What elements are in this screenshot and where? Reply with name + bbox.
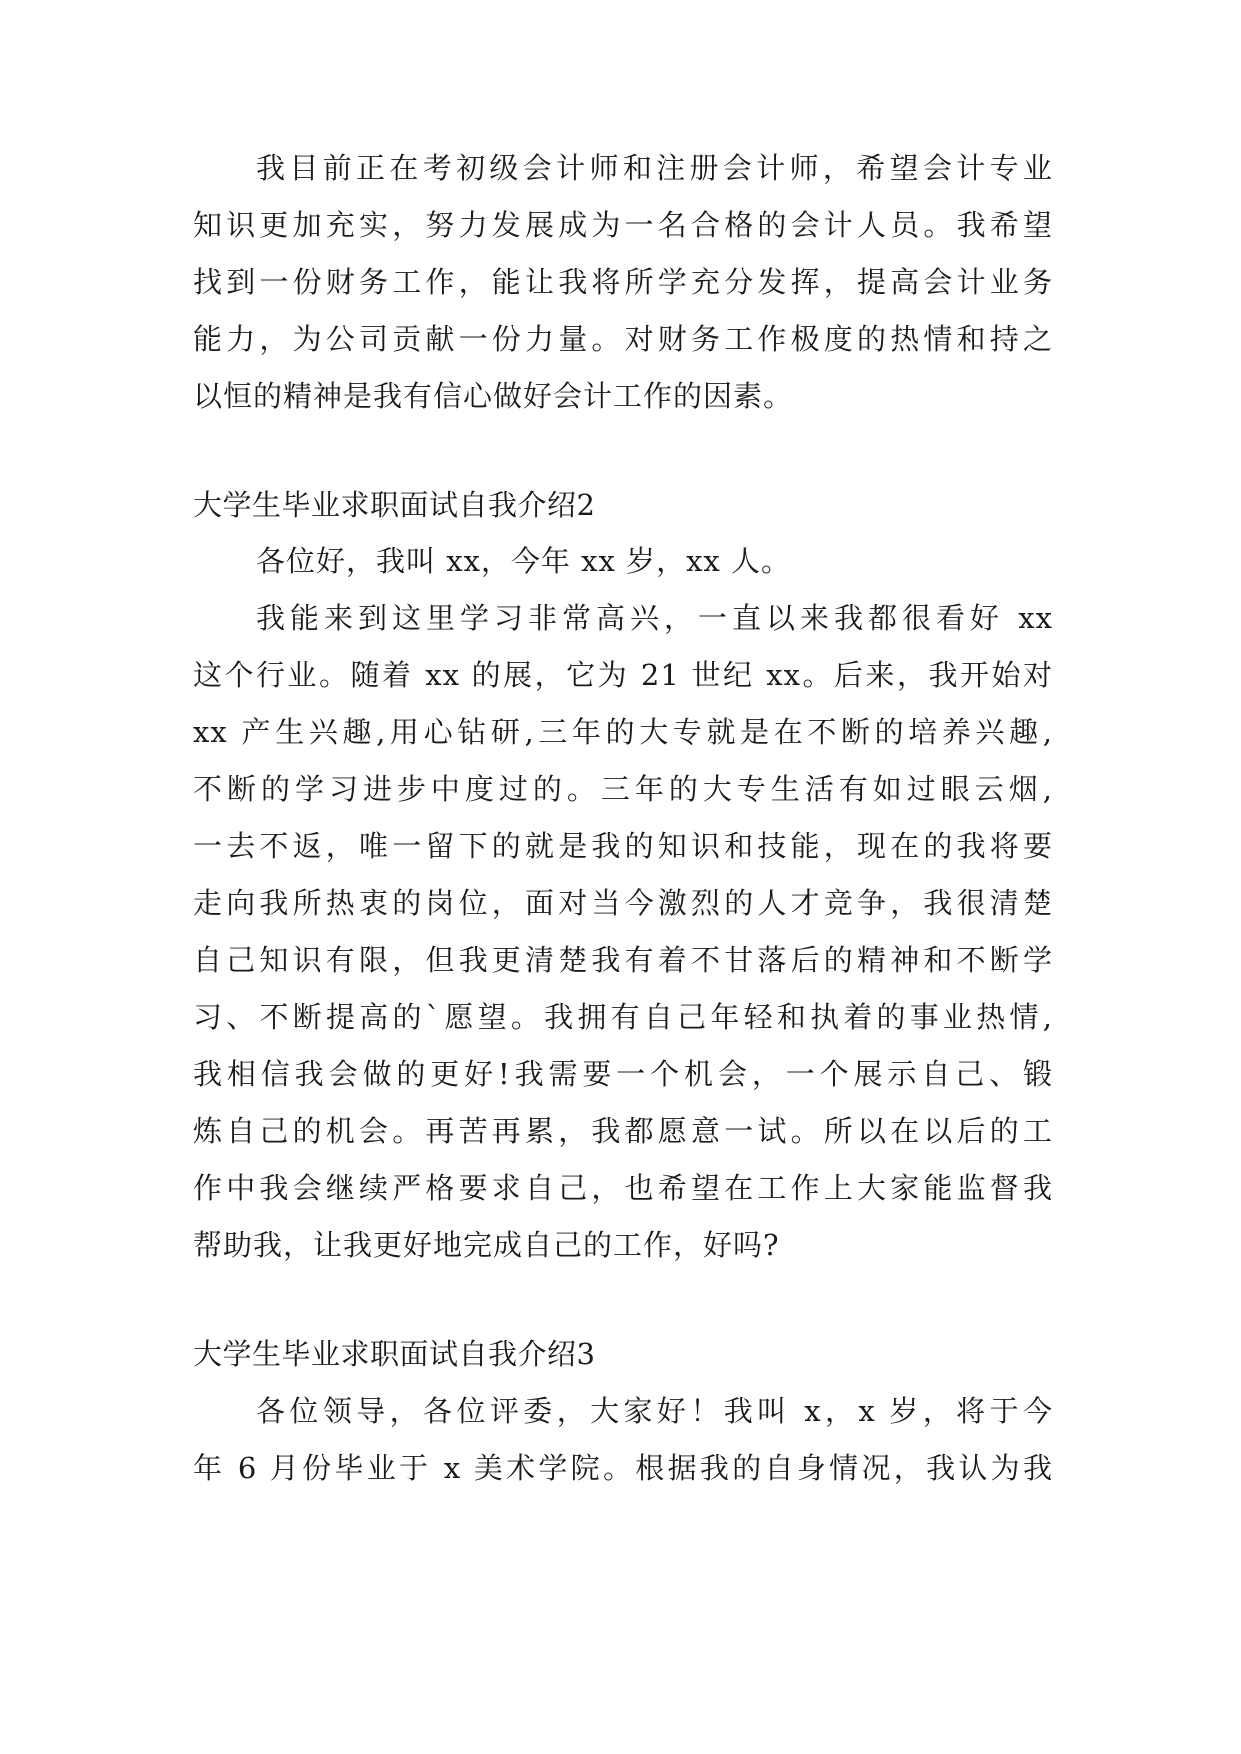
- paragraph-line: 作中我会继续严格要求自己，也希望在工作上大家能监督我: [193, 1171, 1053, 1205]
- paragraph-line: 我目前正在考初级会计师和注册会计师，希望会计专业: [256, 151, 1053, 185]
- paragraph-line: 以恒的精神是我有信心做好会计工作的因素。: [193, 379, 794, 413]
- paragraph-line: 我能来到这里学习非常高兴，一直以来我都很看好 xx: [256, 601, 1053, 635]
- paragraph-line: 这个行业。随着 xx 的展，它为 21 世纪 xx。后来，我开始对: [193, 658, 1053, 692]
- paragraph-line: 能力，为公司贡献一份力量。对财务工作极度的热情和持之: [193, 322, 1053, 356]
- paragraph-line: 一去不返，唯一留下的就是我的知识和技能，现在的我将要: [193, 829, 1053, 863]
- paragraph-line: xx 产生兴趣,用心钻研,三年的大专就是在不断的培养兴趣,: [193, 715, 1053, 749]
- paragraph-line: 习、不断提高的`愿望。我拥有自己年轻和执着的事业热情,: [193, 1000, 1053, 1034]
- paragraph-line: 各位好，我叫 xx，今年 xx 岁，xx 人。: [256, 544, 792, 578]
- paragraph-line: 走向我所热衷的岗位，面对当今激烈的人才竞争，我很清楚: [193, 886, 1053, 920]
- paragraph-line: 知识更加充实，努力发展成为一名合格的会计人员。我希望: [193, 208, 1053, 242]
- paragraph-line: 炼自己的机会。再苦再累，我都愿意一试。所以在以后的工: [193, 1114, 1053, 1148]
- section-heading: 大学生毕业求职面试自我介绍3: [193, 1337, 596, 1371]
- paragraph-line: 帮助我，让我更好地完成自己的工作，好吗?: [193, 1228, 780, 1262]
- paragraph-line: 不断的学习进步中度过的。三年的大专生活有如过眼云烟,: [193, 772, 1053, 806]
- paragraph-line: 各位领导，各位评委，大家好！我叫 x，x 岁，将于今: [256, 1394, 1053, 1428]
- paragraph-line: 找到一份财务工作，能让我将所学充分发挥，提高会计业务: [193, 265, 1053, 299]
- paragraph-line: 自己知识有限，但我更清楚我有着不甘落后的精神和不断学: [193, 943, 1053, 977]
- paragraph-line: 我相信我会做的更好!我需要一个机会，一个展示自己、锻: [193, 1057, 1053, 1091]
- paragraph-line: 年 6 月份毕业于 x 美术学院。根据我的自身情况，我认为我: [193, 1451, 1053, 1485]
- section-heading: 大学生毕业求职面试自我介绍2: [193, 488, 596, 522]
